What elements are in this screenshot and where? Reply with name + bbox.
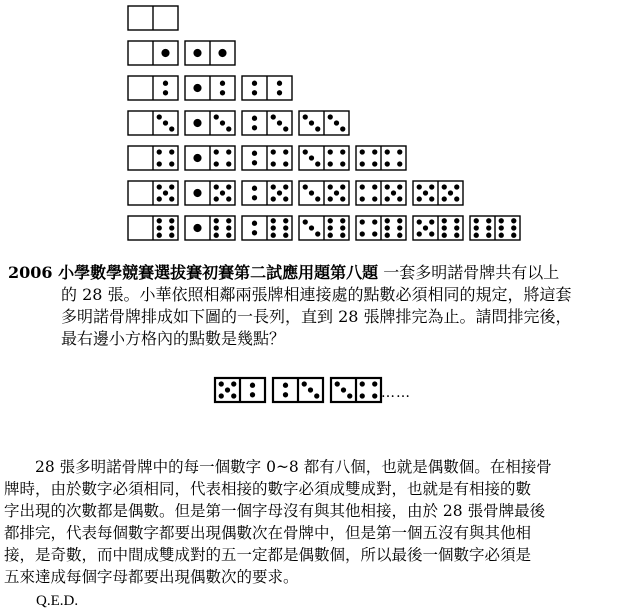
domino-tile bbox=[185, 181, 235, 205]
domino-tile bbox=[413, 181, 463, 205]
domino-tile bbox=[242, 111, 292, 135]
solution-line: 接，是奇數，而中間成雙成對的五一定都是偶數個，所以最後一個數字必須是 bbox=[4, 546, 532, 564]
domino-tile bbox=[128, 216, 178, 240]
domino-tile bbox=[242, 76, 292, 100]
problem-text-line: 最右邊小方格內的點數是幾點？ bbox=[61, 329, 286, 348]
domino-tile bbox=[242, 146, 292, 170]
domino-tile bbox=[128, 41, 178, 65]
domino-tile bbox=[356, 181, 406, 205]
domino-tile bbox=[128, 111, 178, 135]
domino-tile bbox=[331, 378, 381, 402]
problem-text-line: 的 28 張。小華依照相鄰兩張牌相連接處的點數必須相同的規定，將這套 bbox=[61, 285, 572, 304]
domino-tile bbox=[128, 6, 178, 30]
problem-text-first-line: 一套多明諾骨牌共有以上 bbox=[383, 263, 560, 282]
solution-line: 28 張多明諾骨牌中的每一個數字 0~8 都有八個，也就是偶數個。在相接骨 bbox=[4, 458, 552, 476]
domino-tile bbox=[356, 146, 406, 170]
solution-text bbox=[4, 456, 636, 588]
domino-tile bbox=[215, 378, 265, 402]
solution-line: 牌時，由於數字必須相同，代表相接的數字必須成雙成對，也就是有相接的數 bbox=[4, 480, 532, 498]
domino-tile bbox=[242, 181, 292, 205]
problem-source-title: 2006 小學數學競賽選拔賽初賽第二試應用題第八題 bbox=[8, 263, 379, 282]
domino-tile bbox=[242, 216, 292, 240]
domino-tile bbox=[185, 146, 235, 170]
domino-tile bbox=[185, 76, 235, 100]
domino-tile bbox=[299, 111, 349, 135]
domino-tile bbox=[128, 76, 178, 100]
solution-line: 字出現的次數都是偶數。但是第一個字母沒有與其他相接，由於 28 張骨牌最後 bbox=[4, 502, 546, 520]
domino-chain-figure bbox=[0, 375, 640, 405]
domino-tile bbox=[185, 216, 235, 240]
domino-tile bbox=[356, 216, 406, 240]
qed-mark: Q.E.D. bbox=[36, 593, 79, 609]
domino-tile bbox=[273, 378, 323, 402]
domino-tile bbox=[299, 181, 349, 205]
solution-line: 都排完，代表每個數字都要出現偶數次在骨牌中，但是第一個五沒有與其他相 bbox=[4, 524, 532, 542]
domino-tile bbox=[299, 146, 349, 170]
solution-line: 五來達成每個字母都要出現偶數次的要求。 bbox=[4, 568, 299, 586]
chain-ellipsis: …… bbox=[381, 385, 411, 401]
domino-tile bbox=[185, 111, 235, 135]
domino-tile bbox=[128, 146, 178, 170]
domino-tile bbox=[470, 216, 520, 240]
domino-pyramid-figure bbox=[0, 0, 640, 250]
domino-tile bbox=[299, 216, 349, 240]
problem-text-line: 多明諾骨牌排成如下圖的一長列，直到 28 張牌排完為止。請問排完後， bbox=[61, 307, 572, 326]
domino-tile bbox=[128, 181, 178, 205]
domino-tile bbox=[413, 216, 463, 240]
domino-tile bbox=[185, 41, 235, 65]
